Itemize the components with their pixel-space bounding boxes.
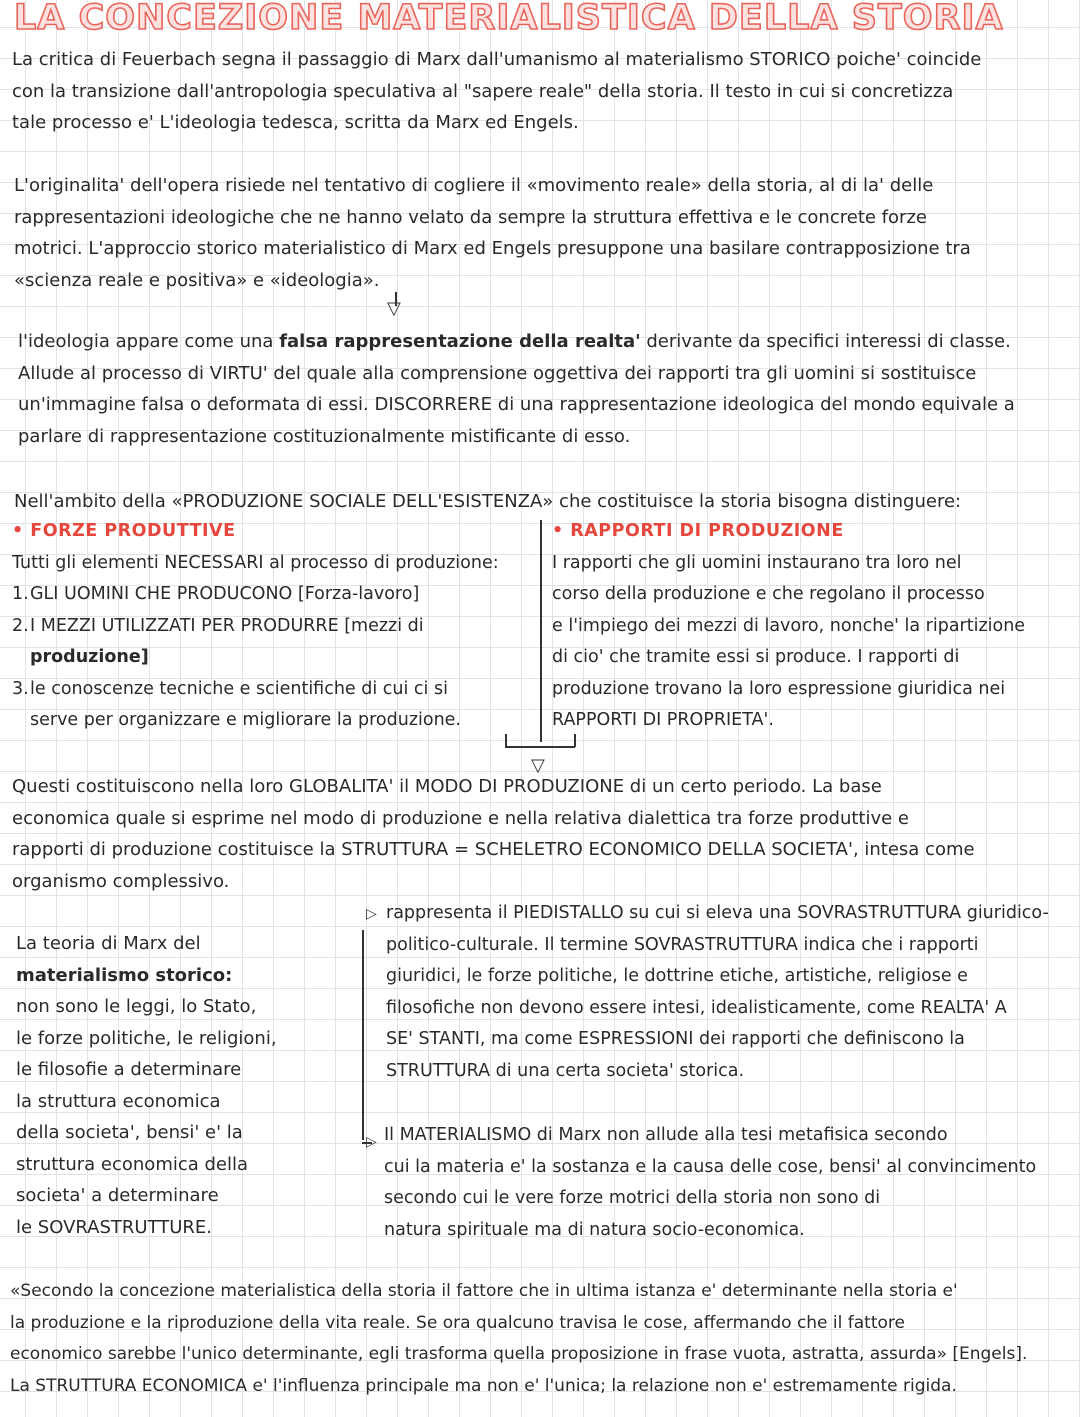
text-line: organismo complessivo. [12, 870, 230, 892]
superstructure-paragraph [386, 898, 1076, 1087]
text-line: L'originalita' dell'opera risiede nel tentativo di cogliere il «movimento reale» della storia, al di la' delle [14, 175, 934, 196]
text-line: societa' a determinare [16, 1185, 219, 1206]
forces-intro: Tutti gli elementi NECESSARI al processo di produzione: [12, 552, 499, 573]
column-divider [540, 520, 542, 742]
text-line: un'immagine falsa o deformata di essi. DISCORRERE di una rappresentazione ideologica del mondo equivale a [18, 394, 1015, 415]
engels-quote [10, 1276, 1078, 1402]
list-item [12, 579, 532, 611]
ideology-paragraph [18, 326, 1074, 452]
item-text: le conoscenze tecniche e scientifiche di cui ci si [30, 678, 448, 699]
text-line: economica quale si esprime nel modo di produzione e nella relativa dialettica tra forze produttive e [12, 807, 909, 829]
text-line: giuridici, le forze politiche, le dottrine etiche, artistiche, religiose e [386, 966, 968, 986]
item-text: I MEZZI UTILIZZATI PER PRODURRE [mezzi di [30, 615, 424, 636]
down-arrow-icon: ▽ [531, 755, 545, 776]
text-line: produzione trovano la loro espressione giuridica nei [552, 678, 1006, 699]
intro-paragraph [12, 44, 1072, 139]
text-line: tale processo e' L'ideologia tedesca, scritta da Marx ed Engels. [12, 112, 579, 133]
text-line: la produzione e la riproduzione della vita reale. Se ora qualcuno travisa le cose, affermando che il fattore [10, 1312, 905, 1333]
text-line: Allude al processo di VIRTU' del quale alla comprensione oggettiva dei rapporti tra gli uomini si sostituisce [18, 362, 977, 384]
merge-line [505, 746, 575, 748]
text-line: della societa', bensi' e' la [16, 1122, 243, 1143]
item-text: produzione] [30, 647, 149, 667]
text-line: struttura economica della [16, 1153, 249, 1175]
text-line: «scienza reale e positiva» e «ideologia». [14, 269, 380, 291]
text-line: Questi costituiscono nella loro GLOBALITA' il MODO DI PRODUZIONE di un certo periodo. La base [12, 776, 882, 797]
text-line: secondo cui le vere forze motrici della storia non sono di [384, 1188, 881, 1208]
text-line: Il MATERIALISMO di Marx non allude alla tesi metafisica secondo [384, 1125, 948, 1145]
merge-line-left [505, 734, 507, 747]
text-line: parlare di rappresentazione costituzionalmente mistificante di esso. [18, 425, 631, 447]
text-line: politico-culturale. Il termine SOVRASTRUTTURA indica che i rapporti [386, 934, 979, 955]
text-line: STRUTTURA di una certa societa' storica. [386, 1060, 745, 1081]
production-relations-column [552, 516, 1077, 737]
text-line: natura spirituale ma di natura socio-economica. [384, 1219, 805, 1240]
originality-paragraph [14, 170, 1074, 296]
list-item [12, 674, 532, 706]
productive-forces-column [12, 516, 532, 737]
text-line: di cio' che tramite essi si produce. I rapporti di [552, 647, 960, 667]
text-fragment: derivante da specifici interessi di classe. [640, 331, 1011, 352]
item-number: 3. [12, 678, 29, 699]
forces-heading: • FORZE PRODUTTIVE [12, 521, 236, 541]
text-line: le filosofie a determinare [16, 1059, 242, 1080]
text-line: rappresenta il PIEDISTALLO su cui si eleva una SOVRASTRUTTURA giuridico- [386, 903, 1049, 923]
text-fragment: l'ideologia appare come una [18, 331, 280, 352]
text-line: non sono le leggi, lo Stato, [16, 996, 257, 1017]
ideology-definition [18, 326, 1074, 358]
text-line: le forze politiche, le religioni, [16, 1027, 277, 1049]
text-line: con la transizione dall'antropologia speculativa al "sapere reale" della storia. Il testo in cui si concretizza [12, 80, 954, 102]
text-line: La STRUTTURA ECONOMICA e' l'influenza principale ma non e' l'unica; la relazione non e' estremamente rigida. [10, 1375, 957, 1396]
structure-paragraph [12, 771, 1072, 897]
text-line: corso della produzione e che regolano il processo [552, 584, 985, 604]
production-intro: Nell'ambito della «PRODUZIONE SOCIALE DELL'ESISTENZA» che costituisce la storia bisogna distinguere: [14, 491, 962, 512]
text-line: La teoria di Marx del [16, 933, 201, 954]
item-number: 1. [12, 584, 29, 604]
item-number: 2. [12, 615, 29, 636]
text-line: La critica di Feuerbach segna il passaggio di Marx dall'umanismo al materialismo STORICO poiche' coincide [12, 49, 982, 70]
text-line: SE' STANTI, ma come ESPRESSIONI dei rapporti che definiscono la [386, 1029, 965, 1049]
down-arrow-icon: ▽ [387, 298, 401, 319]
text-line: RAPPORTI DI PROPRIETA'. [552, 710, 774, 730]
text-line: la struttura economica [16, 1090, 221, 1112]
text-line: filosofiche non devono essere intesi, idealisticamente, come REALTA' A [386, 997, 1007, 1018]
right-arrow-icon: ▷ [366, 906, 377, 922]
item-text: GLI UOMINI CHE PRODUCONO [Forza-lavoro] [30, 584, 420, 604]
right-arrow-icon: ▷ [366, 1134, 377, 1150]
text-line: e l'impiego dei mezzi di lavoro, nonche' la ripartizione [552, 615, 1026, 636]
list-item [12, 611, 532, 643]
relations-heading: • RAPPORTI DI PRODUZIONE [552, 521, 844, 541]
bracket-line [362, 930, 364, 1140]
materialism-paragraph [384, 1120, 1074, 1246]
list-item [12, 705, 532, 737]
text-line: materialismo storico: [16, 964, 233, 986]
ideology-highlight: falsa rappresentazione della realta' [279, 331, 641, 352]
item-text: serve per organizzare e migliorare la produzione. [30, 710, 461, 730]
historical-materialism-theory [16, 928, 346, 1243]
forces-list [12, 579, 532, 737]
text-line: I rapporti che gli uomini instaurano tra loro nel [552, 552, 962, 573]
text-line: economico sarebbe l'unico determinante, egli trasforma quella proposizione in frase vuota, astratta, assurda» [Engels]. [10, 1344, 1028, 1364]
list-item [12, 642, 532, 674]
text-line: rapporti di produzione costituisce la STRUTTURA = SCHELETRO ECONOMICO DELLA SOCIETA', intesa come [12, 839, 975, 860]
text-line: motrici. L'approccio storico materialistico di Marx ed Engels presuppone una basilare contrapposizione tra [14, 238, 971, 259]
text-line: cui la materia e' la sostanza e la causa delle cose, bensi' al convincimento [384, 1156, 1037, 1177]
text-line: le SOVRASTRUTTURE. [16, 1216, 213, 1238]
text-line: rappresentazioni ideologiche che ne hanno velato da sempre la struttura effettiva e le concrete forze [14, 206, 927, 228]
text-line: «Secondo la concezione materialistica della storia il fattore che in ultima istanza e' determinante nella storia e' [10, 1281, 958, 1301]
page-title: LA CONCEZIONE MATERIALISTICA DELLA STORIA [14, 0, 1004, 38]
